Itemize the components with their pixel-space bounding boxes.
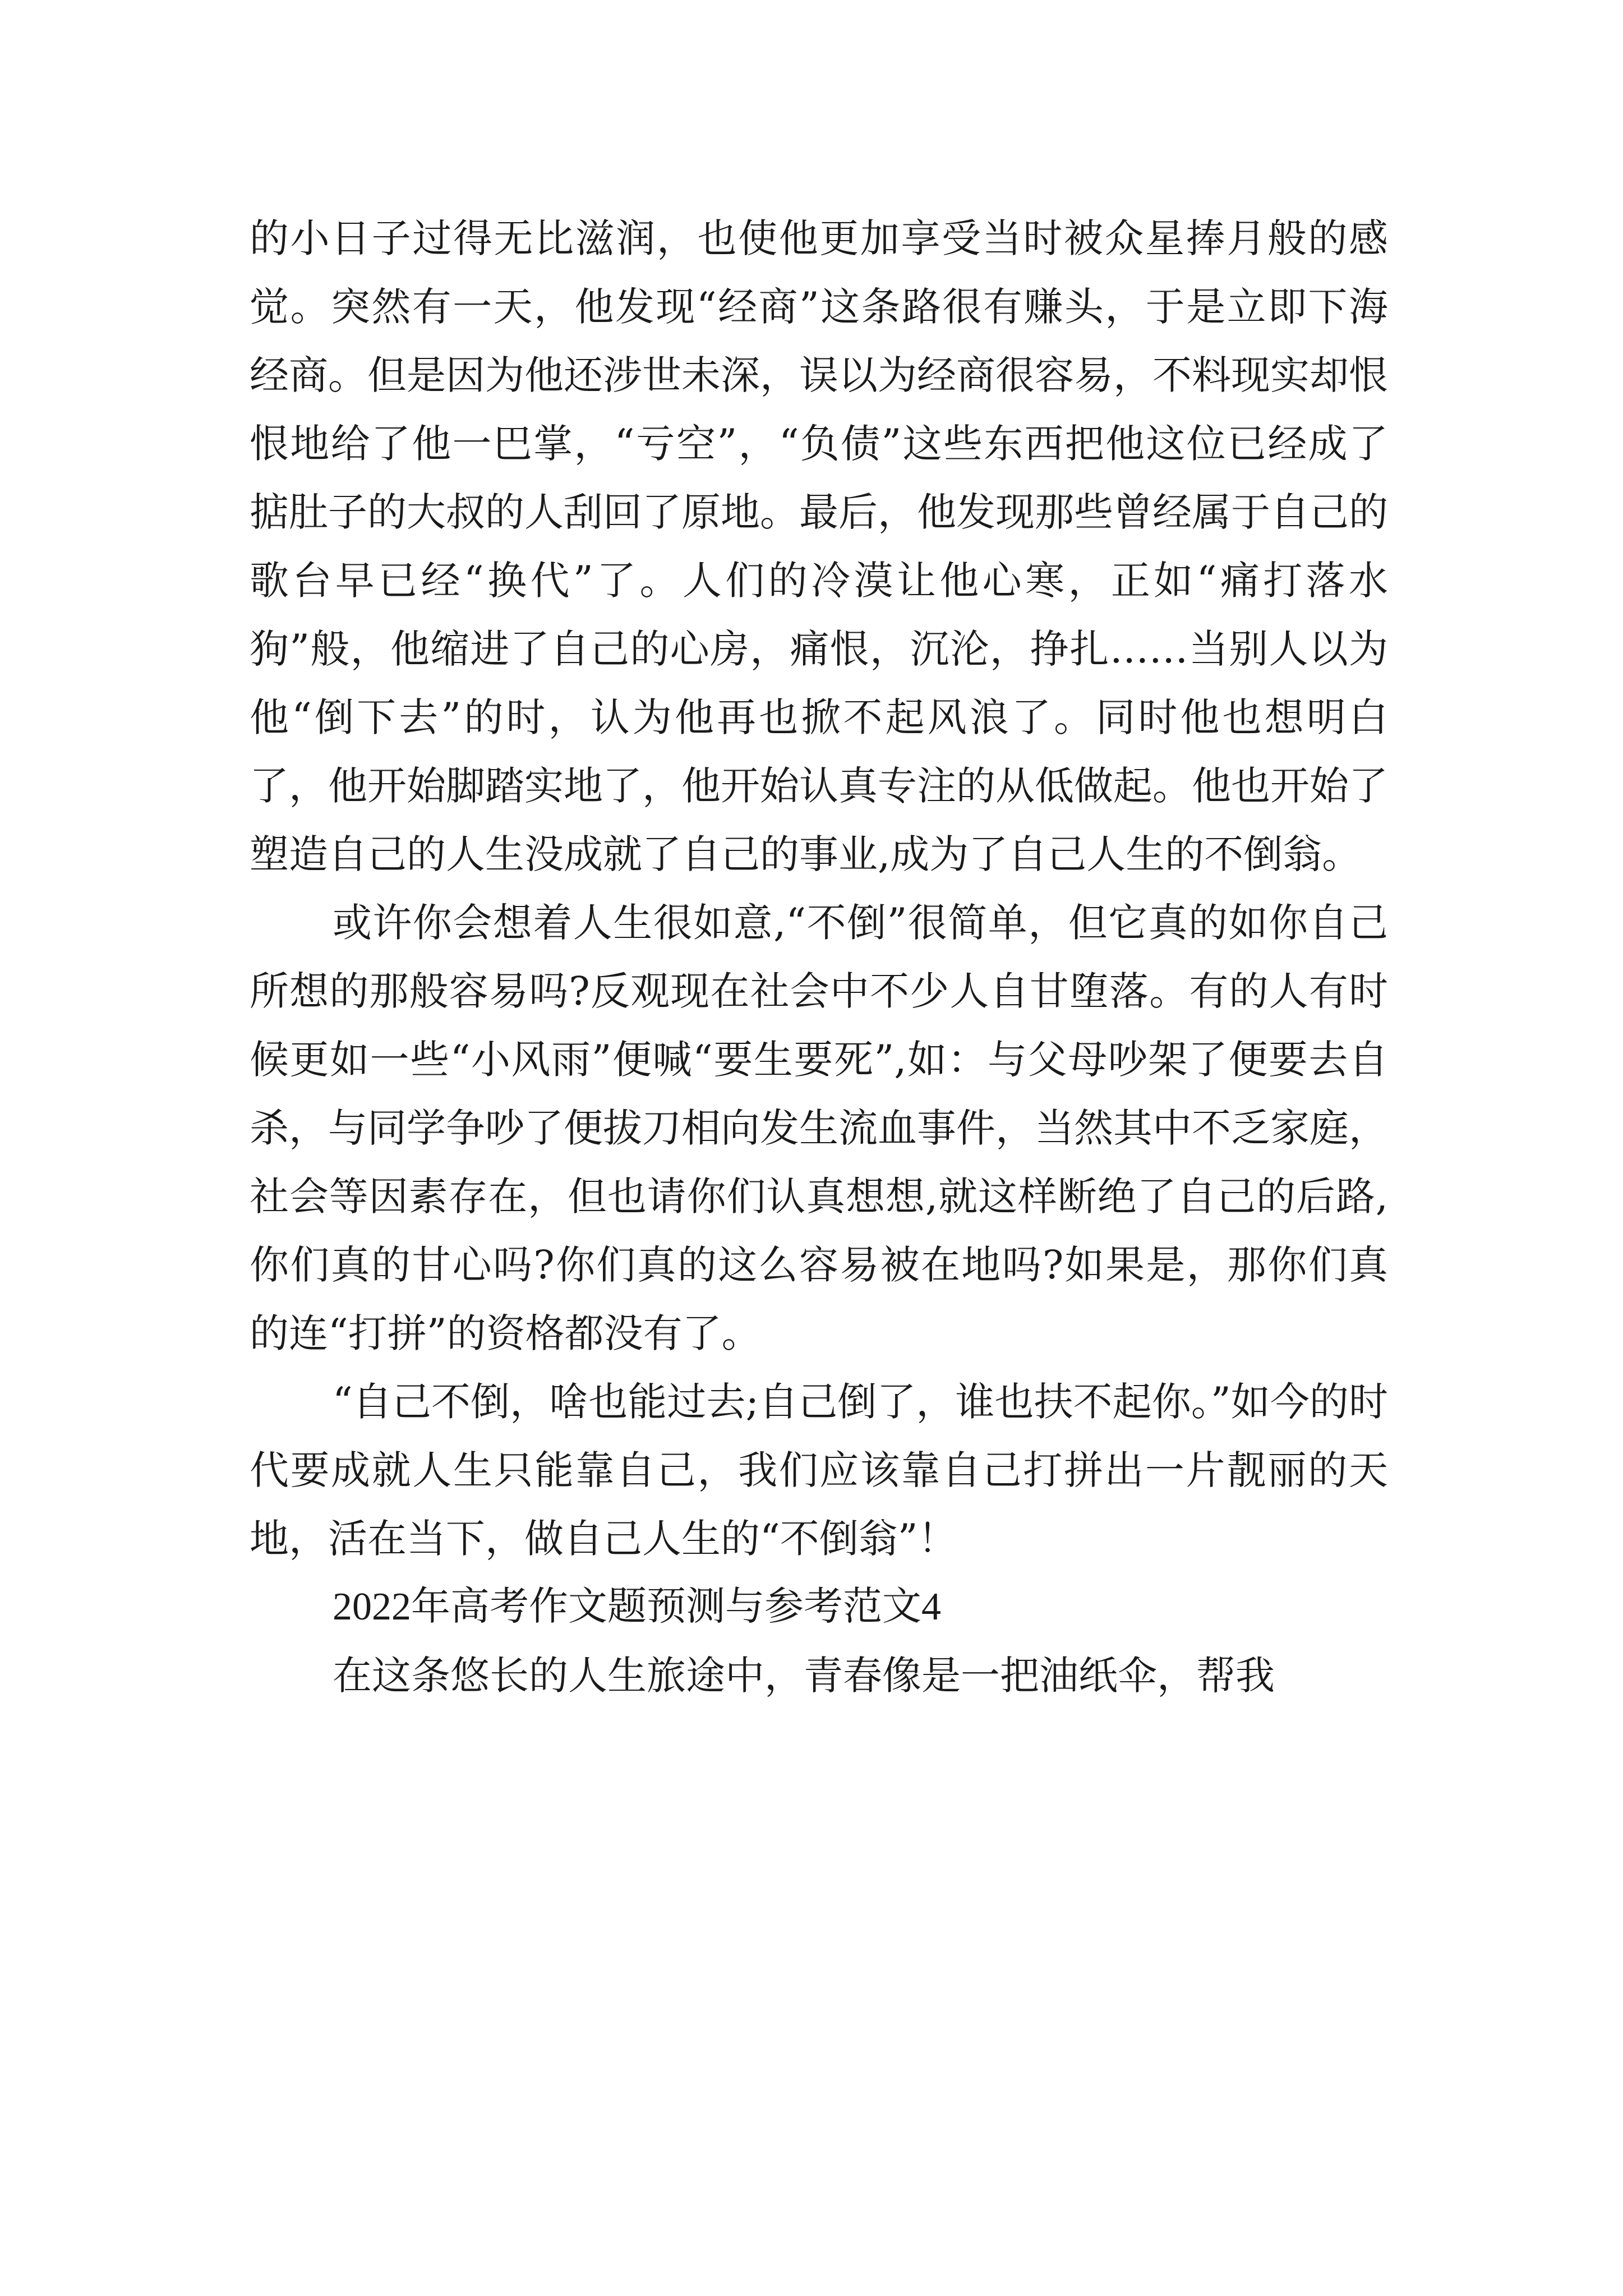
paragraph-essay-start: 在这条悠长的人生旅途中，青春像是一把油纸伞，帮我	[333, 1653, 1275, 1699]
paragraph-conclusion: “自己不倒，啥也能过去;自己倒了，谁也扶不起你。”如今的时代要成就人生只能靠自己，我们应该靠自己打拼出一片靓丽的天地，活在当下，做自己人生的“不倒翁”！	[250, 1379, 1388, 1562]
paragraph-not-falling: 或许你会想着人生很如意,“不倒”很简单，但它真的如你自己所想的那般容易吗?反观现在社会中不少人自甘堕落。有的人有时候更如一些“小风雨”便喊“要生要死”,如：与父母吵架了便要去自杀，与同学争吵了便拔刀相向发生流血事件，当然其中不乏家庭，社会等因素存在，但也请你们认真想想,就这样断绝了自己的后路,你们真的甘心吗?你们真的这么容易被在地吗?如果是，那你们真的连“打拼”的资格都没有了。	[250, 900, 1388, 1356]
document-body	[250, 204, 1388, 1710]
section-heading: 2022年高考作文题预测与参考范文4	[333, 1585, 941, 1628]
paragraph-continuation: 的小日子过得无比滋润，也使他更加享受当时被众星捧月般的感觉。突然有一天，他发现“经商”这条路很有赚头，于是立即下海经商。但是因为他还涉世未深，误以为经商很容易，不料现实却恨恨地给了他一巴掌，“亏空”，“负债”这些东西把他这位已经成了掂肚子的大叔的人刮回了原地。最后，他发现那些曾经属于自己的歌台早已经“换代”了。人们的冷漠让他心寒，正如“痛打落水狗”般，他缩进了自己的心房，痛恨，沉沦，挣扎……当别人以为他“倒下去”的时，认为他再也掀不起风浪了。同时他也想明白了，他开始脚踏实地了，他开始认真专注的从低做起。他也开始了塑造自己的人生没成就了自己的事业,成为了自己人生的不倒翁。	[250, 215, 1388, 877]
